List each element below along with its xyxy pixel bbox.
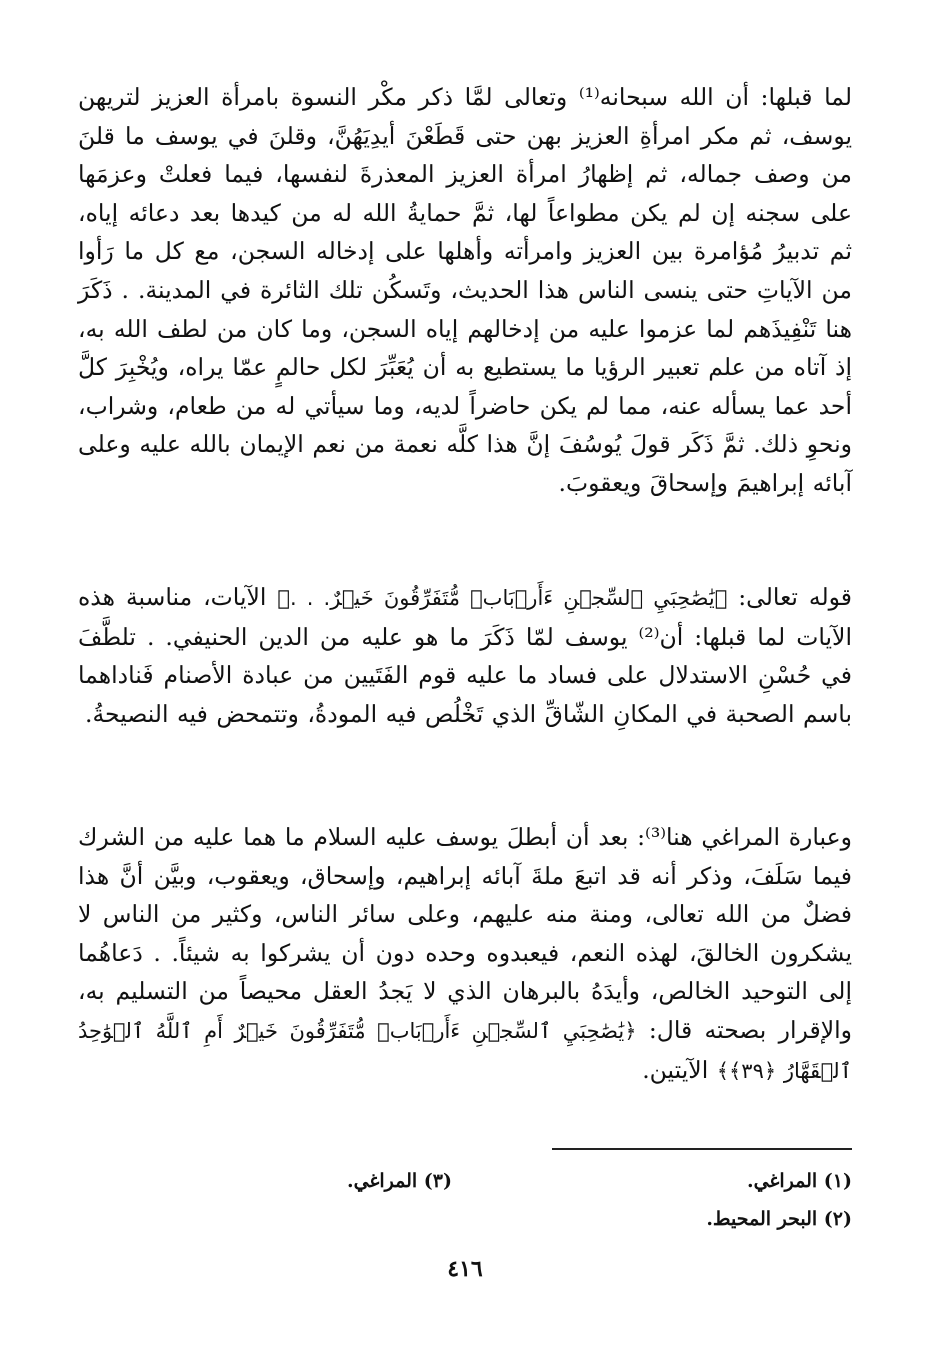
footnote-row-1 [78,1162,852,1200]
page-number: ٤١٦ [447,1256,483,1282]
footnote-row-2 [78,1200,852,1238]
document-page [78,78,852,1318]
quran-quote-2: ﴿يَٰصَٰحِبَيِ ٱلسِّجۡنِ ءَأَرۡبَابٞ مُّتَفَرِّقُونَ خَيۡرٌ أَمِ ٱللَّهُ ٱلۡوَٰحِدُ ٱلۡقَهَّارُ ﴿٣٩﴾﴾ [78,1018,852,1083]
paragraph-3-end: الآيتين. [642,1055,717,1084]
quran-quote-1: ﴿يَٰصَٰحِبَيِ ٱلسِّجۡنِ ءَأَرۡبَابٞ مُّتَفَرِّقُونَ خَيۡرٌ. . .﴾ [277,586,728,610]
footnotes [78,1162,852,1238]
footnote-3: (٣) المراغي. [346,1170,452,1192]
paragraph-2-intro: قوله تعالى: [727,583,852,611]
paragraph-3 [78,818,852,1090]
paragraph-1 [78,78,852,503]
paragraph-2 [78,578,852,733]
paragraph-3-text: وعبارة المراغي هنا⁽³⁾: بعد أن أبطلَ يوسف عليه السلام ما هما عليه من الشرك فيما سَلَفَ، وذكر أنه قد اتبعَ ملةَ آبائه إبراهيم، وإسحاق، ويعقوب، وبيَّن أنَّ هذا فضلٌ من الله تعالى، ومنة منه عليهم، وعلى سائر الناس، وكثير من الناس لا يشكرون الخالقَ، لهذه النعم، فيعبدوه وحده دون أن يشركوا به شيئاً. . دَعاهُما إلى التوحيد الخالص، وأيدَهُ بالبرهان الذي لا يَجدُ العقل محيصاً من التسليم به، والإقرار بصحته قال: [78,823,853,1044]
footnote-divider [552,1148,852,1150]
paragraph-2-rest: الآيات، مناسبة هذه الآيات لما قبلها: أن⁽²⁾ يوسف لمّا ذَكَرَ ما هو عليه من الدين الحنيفي. . تلطَّفَ في حُسْنِ الاستدلال على فساد ما عليه قوم الفَتَيين من عبادة الأصنام فَناداهما باسم الصحبة في المكانِ الشّاقِّ الذي تَخْلُص فيه المودةُ، وتتمحض فيه النصيحةُ. [78,583,852,728]
footnote-2: (٢) البحر المحيط. [706,1208,852,1230]
paragraph-1-text: لما قبلها: أن الله سبحانه⁽¹⁾ وتعالى لمَّا ذكر مكْر النسوة بامرأة العزيز لتريهن يوسف، ثم مكر امرأةِ العزيز بهن حتى قَطَعْنَ أيدِيَهُنَّ، وقلنَ في يوسف ما قلنَ من وصف جماله، ثم إظهارُ امرأة العزيز المعذرةَ لنفسها، فيما فعلتْ وعزمَها على سجنه إن لم يكن مطواعاً لها، ثمَّ حمايةُ الله له من كيدها بعد دعائه إياه، ثم تدبيرُ مُؤامرة بين العزيز وامرأته وأهلها على إدخاله السجن، مع كل ما رَأوا من الآياتِ حتى ينسى الناس هذا الحديث، وتَسكُن تلك الثائرة في المدينة. . ذَكَرَ هنا تَنْفِيذَهم لما عزموا عليه من إدخالهم إياه السجن، وما كان من لطف الله به، إذ آتاه من علم تعبير الرؤيا ما يستطيع به أن يُعَبِّرَ لكل حالمٍ عمّا يراه، ويُخْبِرَ كلَّ أحد عما يسأله عنه، مما لم يكن حاضراً لديه، وما سيأتي له من طعام، وشراب، ونحوِ ذلك. ثمَّ ذَكَر قولَ يُوسُفَ إنَّ هذا كلَّه نعمة من نعم الإيمان بالله عليه وعلى آبائه إبراهيمَ وإسحاقَ ويعقوبَ. [78,83,852,497]
footnote-1: (١) المراغي. [746,1170,852,1192]
